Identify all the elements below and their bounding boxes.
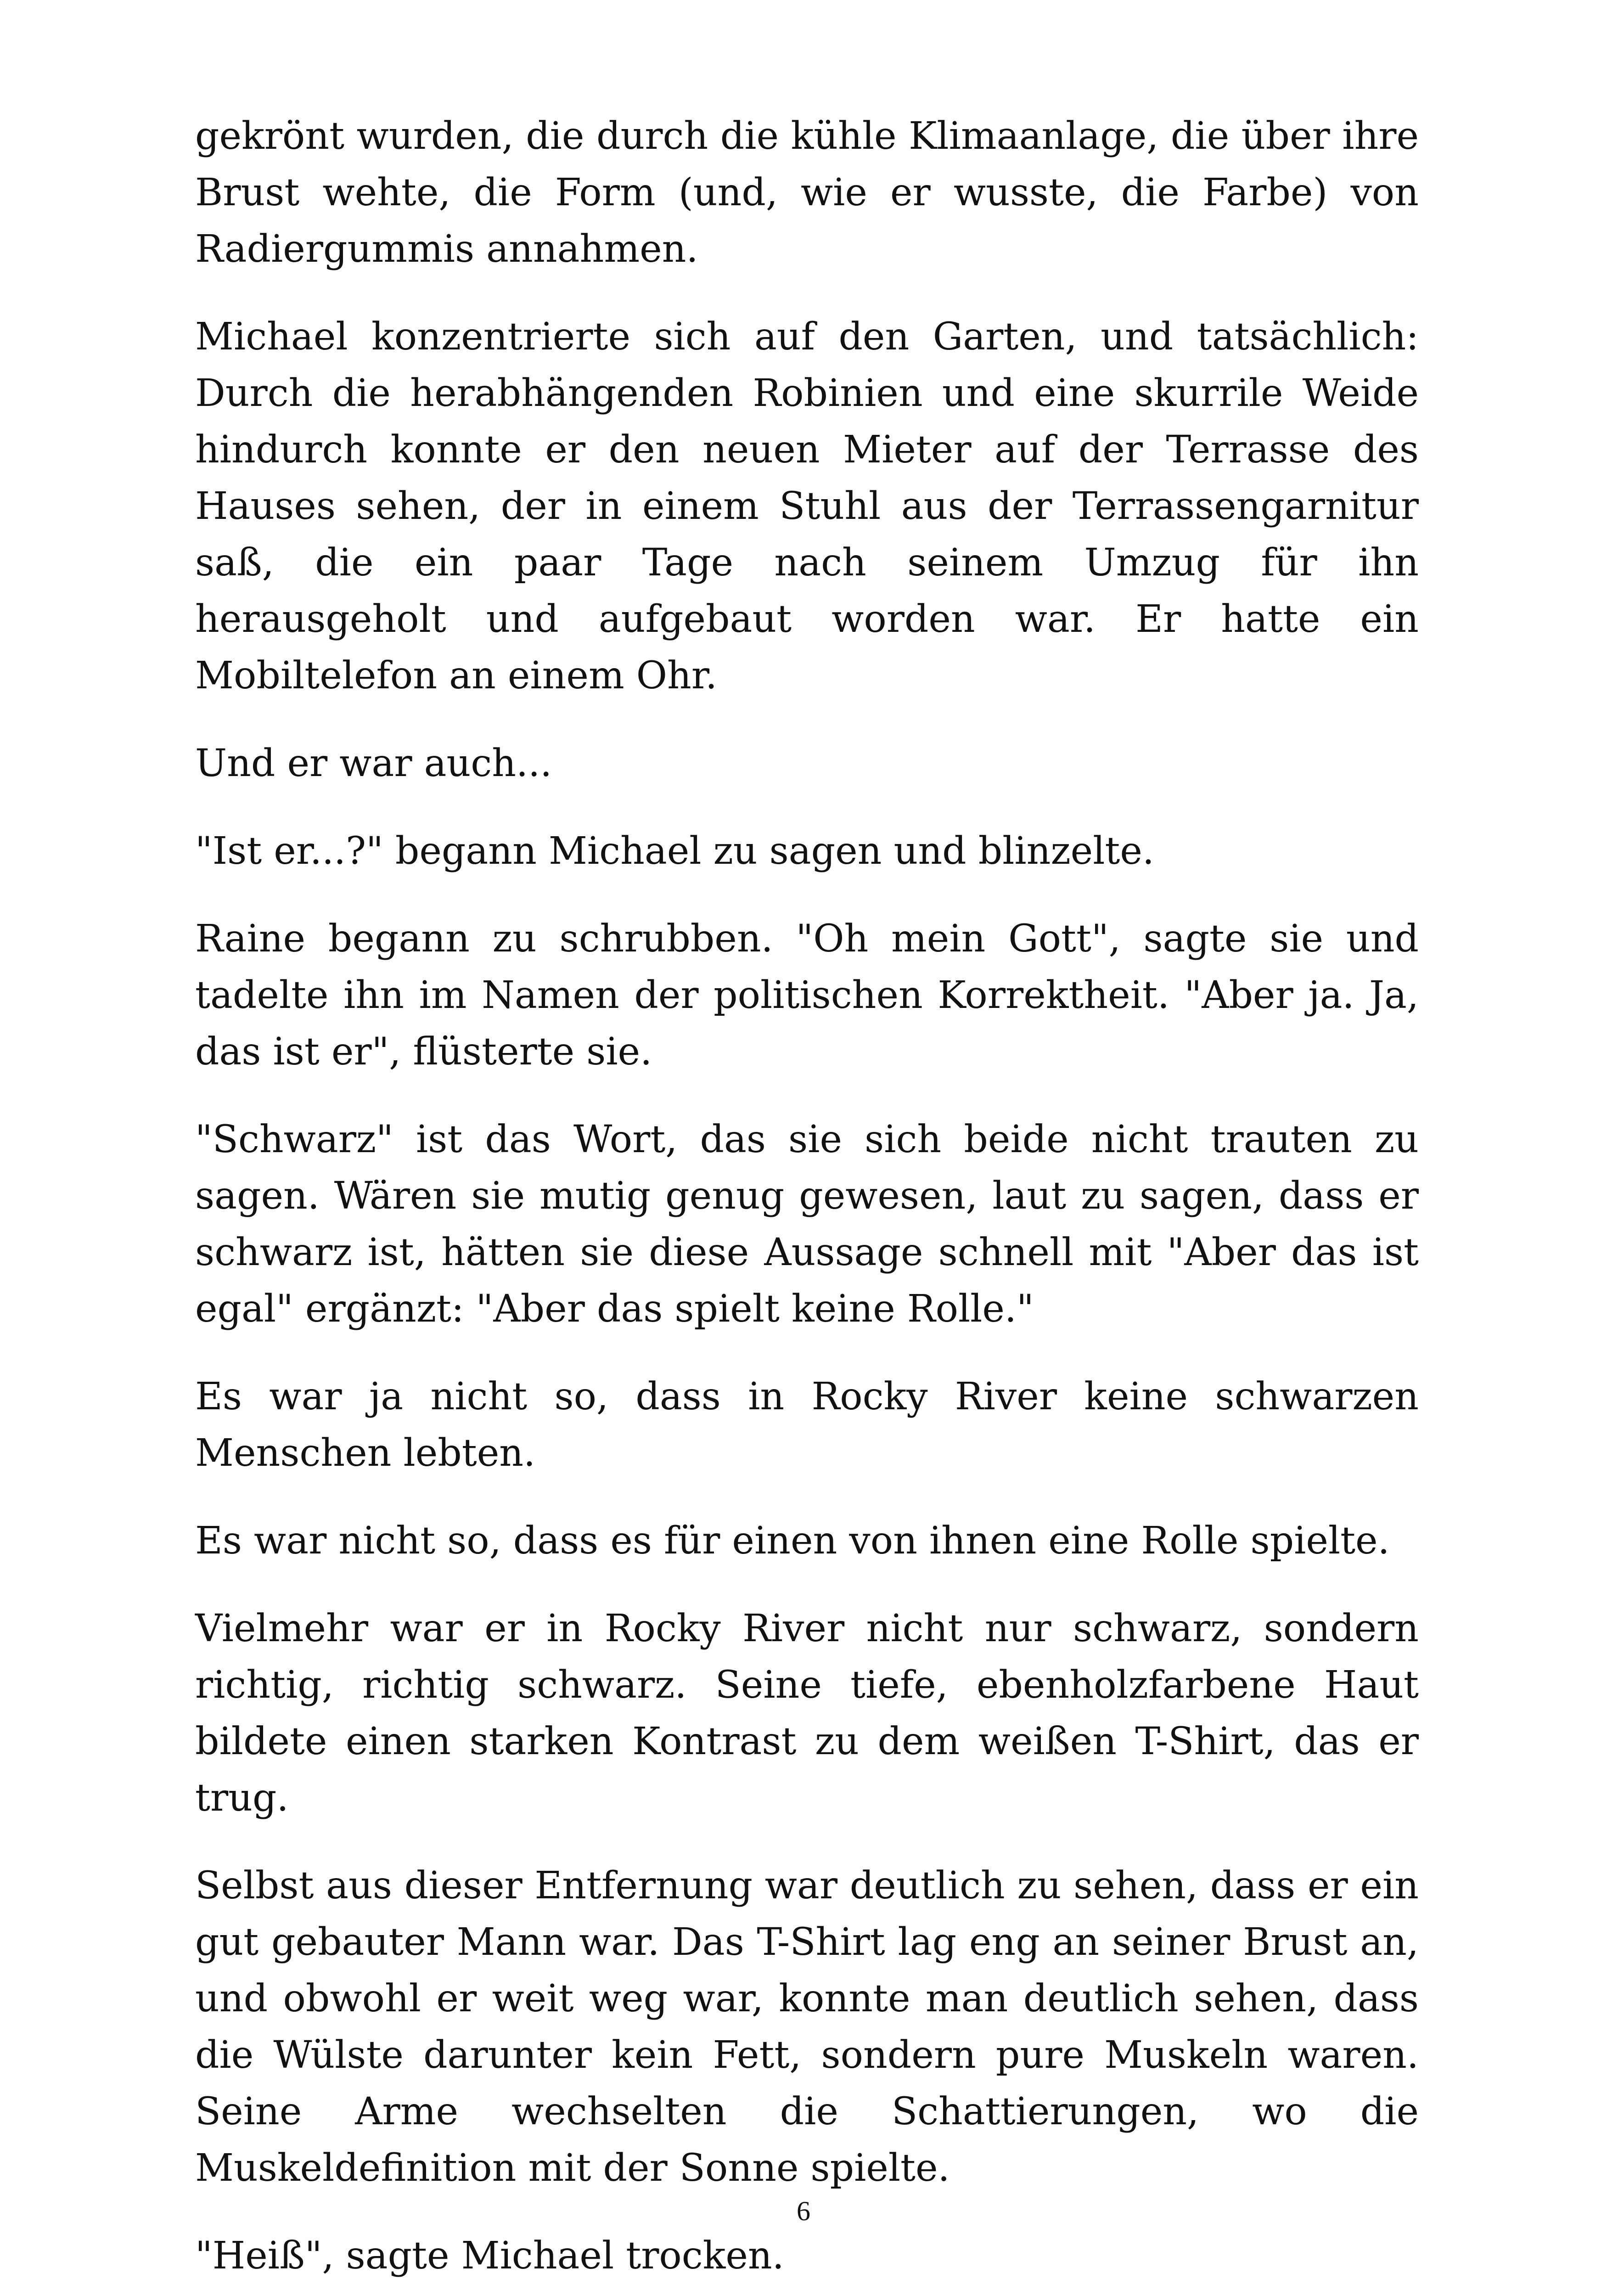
paragraph: Selbst aus dieser Entfernung war deutlich zu sehen, dass er ein gut gebauter Mann war. Das T-Shirt lag eng an seiner Brust an, und obwohl er weit weg war, konnte man deutlich sehen, dass die Wülste darunter kein Fett, sondern pure Muskeln waren. Seine Arme wechselten die Schattierungen, wo die Muskeldefinition mit der Sonne spielte. (195, 1864, 1419, 2190)
paragraph: Es war ja nicht so, dass in Rocky River keine schwarzen Menschen lebten. (195, 1375, 1419, 1475)
paragraph: Michael konzentrierte sich auf den Garten, und tatsächlich: Durch die herabhängenden Robinien und eine skurrile Weide hindurch konnte er den neuen Mieter auf der Terrasse des Hauses sehen, der in einem Stuhl aus der Terrassengarnitur saß, die ein paar Tage nach seinem Umzug für ihn herausgeholt und aufgebaut worden war. Er hatte ein Mobiltelefon an einem Ohr. (195, 315, 1419, 698)
body-text (195, 108, 1419, 2296)
paragraph: "Heiß", sagte Michael trocken. (195, 2234, 784, 2278)
paragraph: gekrönt wurden, die durch die kühle Klimaanlage, die über ihre Brust wehte, die Form (und, wie er wusste, die Farbe) von Radiergummis annahmen. (195, 114, 1419, 271)
paragraph: Vielmehr war er in Rocky River nicht nur schwarz, sondern richtig, richtig schwarz. Seine tiefe, ebenholzfarbene Haut bildete einen starken Kontrast zu dem weißen T-Shirt, das er trug. (195, 1607, 1419, 1820)
paragraph: "Schwarz" ist das Wort, das sie sich beide nicht trauten zu sagen. Wären sie mutig genug gewesen, laut zu sagen, dass er schwarz ist, hätten sie diese Aussage schnell mit "Aber das ist egal" ergänzt: "Aber das spielt keine Rolle." (195, 1118, 1419, 1331)
paragraph: Und er war auch... (195, 742, 552, 785)
page-number: 6 (797, 2196, 810, 2226)
paragraph: Raine begann zu schrubben. "Oh mein Gott", sagte sie und tadelte ihn im Namen der politischen Korrektheit. "Aber ja. Ja, das ist er", flüsterte sie. (195, 917, 1419, 1074)
paragraph: Es war nicht so, dass es für einen von ihnen eine Rolle spielte. (195, 1519, 1390, 1563)
paragraph: "Ist er...?" begann Michael zu sagen und blinzelte. (195, 829, 1154, 873)
